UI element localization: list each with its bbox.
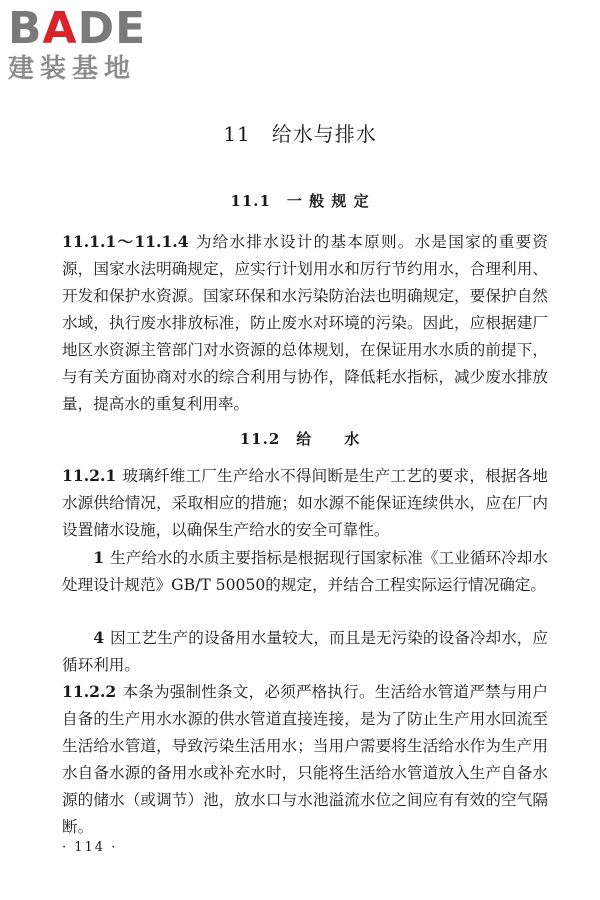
item-text: 生产给水的水质主要指标是根据现行国家标准《工业循环冷却水处理设计规范》GB/T 50050的规定，并结合工程实际运行情况确定。 [62,549,548,594]
section-title-11-2: 11.2 给 水 [239,430,361,448]
section-title-11-1: 11.1 一 般 规 定 [230,192,370,210]
item-number: 1 [93,548,105,567]
clause-text: 玻璃纤维工厂生产给水不得间断是生产工艺的要求，根据各地水源供给情况，采取相应的措施；如水源不能保证连续供水，应在厂内设置储水设施，以确保生产给水的安全可靠性。 [62,467,548,539]
logo-letter-a: A [42,3,78,54]
page-number: · 114 · [62,840,118,855]
paragraph-11-2-1-item-4 [62,624,548,679]
paragraph-11-2-1-item-1 [62,544,548,599]
logo-letters-de: DE [77,3,147,54]
paragraph-11-1-1 [62,228,548,418]
logo-subtitle: 建装基地 [8,54,137,84]
brand-logo [8,3,178,84]
logo-wordmark [8,3,178,54]
logo-letter-b: B [8,3,43,54]
clause-text: 本条为强制性条文，必须严格执行。生活给水管道严禁与用户自备的生产用水水源的供水管道直接连接，是为了防止生产用水回流至生活给水管道，导致污染生活用水；当用户需要将生活给水作为生产用水自备水源的备用水或补充水时，只能将生活给水管道放入生产自备水源的储水（或调节）池，放水口与水池溢流水位之间应有有效的空气隔断。 [62,683,548,836]
item-text: 因工艺生产的设备用水量较大，而且是无污染的设备冷却水，应循环利用。 [62,629,548,674]
clause-number: 11.1.1～11.1.4 [62,232,189,251]
clause-number: 11.2.1 [62,466,117,485]
paragraph-11-2-2 [62,678,548,841]
paragraph-11-2-1 [62,462,548,544]
clause-number: 11.2.2 [62,682,117,701]
chapter-title: 11 给水与排水 [223,122,377,146]
item-number: 4 [93,628,105,647]
clause-text: 为给水排水设计的基本原则。水是国家的重要资源，国家水法明确规定，应实行计划用水和厉行节约用水，合理利用、开发和保护水资源。国家环保和水污染防治法也明确规定，要保护自然水域，执行废水排放标准，防止废水对环境的污染。因此，应根据建厂地区水资源主管部门对水资源的总体规划，在保证用水水质的前提下，与有关方面协商对水的综合利用与协作，降低耗水指标，减少废水排放量，提高水的重复利用率。 [62,233,548,413]
